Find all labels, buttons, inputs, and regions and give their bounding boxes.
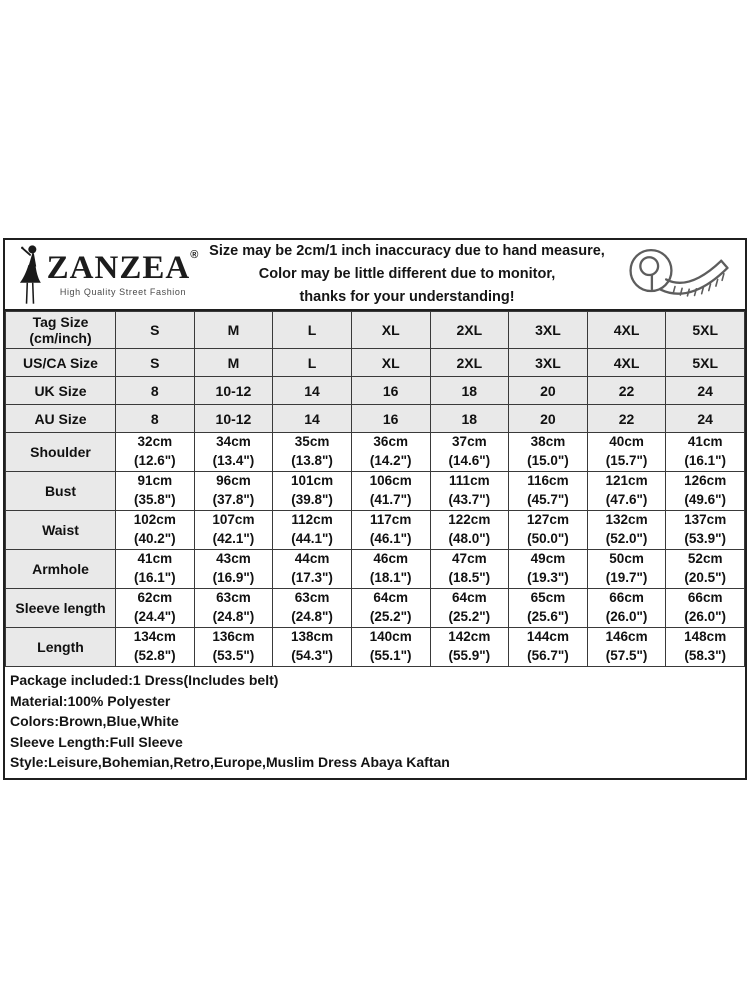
row-label: UK Size (6, 377, 116, 405)
measure-cm: 106cm (369, 473, 412, 489)
measure-cm: 144cm (526, 629, 569, 645)
notice-line: Size may be 2cm/1 inch inaccuracy due to hand measure, (209, 242, 605, 259)
measure-cm: 47cm (452, 551, 487, 567)
size-cell: 8 (116, 377, 195, 405)
row-label-text: Tag Size (32, 314, 89, 330)
measure-cell (509, 433, 588, 472)
measure-cm: 44cm (294, 551, 330, 567)
measure-inch: (16.9") (212, 570, 255, 585)
row-label: Sleeve length (6, 589, 116, 628)
table-row-sleeve-length (6, 589, 745, 628)
measure-cm: 37cm (452, 434, 487, 450)
measure-cell (351, 589, 430, 628)
measure-inch: (47.6") (605, 492, 648, 507)
row-label: Waist (6, 511, 116, 550)
table-row-armhole (6, 550, 745, 589)
size-cell: 4XL (587, 312, 666, 349)
measure-cm: 91cm (137, 473, 173, 489)
measure-inch: (14.2") (369, 453, 412, 468)
size-cell: S (116, 312, 195, 349)
size-cell: 10-12 (194, 405, 273, 433)
measure-inch: (20.5") (684, 570, 727, 585)
table-row-length (6, 628, 745, 667)
row-label-sub: (cm/inch) (29, 330, 92, 346)
measure-inch: (58.3") (684, 648, 727, 663)
measure-cm: 50cm (609, 551, 644, 567)
note-material: Material:100% Polyester (10, 692, 171, 709)
size-cell: 20 (509, 405, 588, 433)
measure-inch: (52.0") (605, 531, 648, 546)
measure-cm: 52cm (687, 551, 723, 567)
measure-cm: 138cm (291, 629, 334, 645)
measure-cell (351, 433, 430, 472)
note-style: Style:Leisure,Bohemian,Retro,Europe,Muslim Dress Abaya Kaftan (10, 754, 450, 770)
measure-cm: 140cm (369, 629, 412, 645)
brand-logo (11, 244, 203, 306)
measure-cell (273, 511, 352, 550)
measure-inch: (56.7") (527, 648, 569, 663)
table-row-au-size (6, 405, 745, 433)
measure-cm: 107cm (212, 512, 255, 528)
table-row-usca-size (6, 349, 745, 377)
table-row-tag-size (6, 312, 745, 349)
measure-cell (194, 511, 273, 550)
measure-inch: (52.8") (133, 648, 176, 663)
measure-cm: 41cm (137, 551, 173, 567)
table-row-bust (6, 472, 745, 511)
measure-cell (194, 433, 273, 472)
measure-cm: 102cm (133, 512, 176, 528)
size-cell: 22 (587, 405, 666, 433)
table-row-uk-size (6, 377, 745, 405)
measure-cell (509, 472, 588, 511)
measure-cm: 66cm (687, 590, 723, 606)
measure-inch: (18.5") (448, 570, 491, 585)
measure-inch: (41.7") (369, 492, 412, 507)
size-cell: 14 (273, 405, 352, 433)
measure-inch: (16.1") (684, 453, 727, 468)
measure-cell (351, 550, 430, 589)
measure-cell (587, 550, 666, 589)
size-cell: L (273, 349, 352, 377)
size-cell: M (194, 312, 273, 349)
measure-inch: (46.1") (369, 531, 412, 546)
measure-cm: 126cm (684, 473, 727, 489)
measure-inch: (19.7") (605, 570, 648, 585)
measure-cell (194, 472, 273, 511)
measure-cell (116, 550, 195, 589)
measure-cell (509, 511, 588, 550)
measure-cell (587, 511, 666, 550)
size-cell: 2XL (430, 349, 509, 377)
measure-inch: (19.3") (527, 570, 569, 585)
measure-cell (273, 550, 352, 589)
measure-inch: (12.6") (133, 453, 176, 468)
measure-inch: (24.4") (133, 609, 176, 624)
note-package: Package included:1 Dress(Includes belt) (10, 672, 279, 688)
measure-inch: (35.8") (133, 492, 176, 507)
size-cell: 5XL (666, 312, 745, 349)
measure-cm: 137cm (684, 512, 727, 528)
measure-cm: 46cm (373, 551, 408, 567)
measure-inch: (25.6") (527, 609, 569, 624)
brand-tagline: High Quality Street Fashion (59, 287, 187, 297)
row-label: Armhole (6, 550, 116, 589)
measure-inch: (26.0") (684, 609, 727, 624)
measure-cell (194, 628, 273, 667)
size-cell: 18 (430, 377, 509, 405)
size-cell: M (194, 349, 273, 377)
notice-line: Color may be little different due to monitor, (258, 265, 556, 282)
size-cell: 10-12 (194, 377, 273, 405)
measure-cell (666, 472, 745, 511)
size-cell: 3XL (509, 349, 588, 377)
measure-cm: 117cm (370, 512, 412, 528)
measure-cm: 96cm (216, 473, 251, 489)
measure-cell (194, 589, 273, 628)
row-label (6, 312, 116, 349)
measure-cell (666, 589, 745, 628)
brand-name: ZANZEA® (46, 249, 200, 286)
row-label: US/CA Size (6, 349, 116, 377)
size-cell: 16 (351, 377, 430, 405)
measure-cell (273, 433, 352, 472)
measure-cell (430, 550, 509, 589)
measure-inch: (43.7") (448, 492, 491, 507)
measure-cm: 122cm (448, 512, 491, 528)
measure-cell (194, 550, 273, 589)
size-cell: 24 (666, 405, 745, 433)
measure-inch: (54.3") (291, 648, 333, 663)
chart-header (5, 240, 745, 311)
measure-cm: 34cm (216, 434, 251, 450)
measure-cell (430, 472, 509, 511)
measure-cell (509, 628, 588, 667)
measure-cm: 101cm (291, 473, 334, 489)
measure-inch: (13.4") (212, 453, 255, 468)
measure-cm: 134cm (133, 629, 176, 645)
measure-cm: 36cm (373, 434, 408, 450)
measure-cm: 43cm (216, 551, 251, 567)
row-label: Bust (6, 472, 116, 511)
measure-cell (666, 511, 745, 550)
row-label: Shoulder (6, 433, 116, 472)
measure-cell (430, 433, 509, 472)
measure-cell (273, 472, 352, 511)
measure-inch: (48.0") (448, 531, 491, 546)
notice-line: thanks for your understanding! (299, 289, 515, 306)
brand-text-block (46, 249, 200, 297)
measure-inch: (16.1") (133, 570, 176, 585)
size-cell: 22 (587, 377, 666, 405)
measure-inch: (24.8") (212, 609, 255, 624)
measure-cell (666, 628, 745, 667)
measure-cm: 142cm (448, 629, 491, 645)
measure-inch: (18.1") (369, 570, 412, 585)
measure-cm: 66cm (609, 590, 644, 606)
measure-cm: 111cm (449, 473, 490, 489)
measure-cm: 146cm (605, 629, 648, 645)
measure-cell (351, 628, 430, 667)
measure-cm: 116cm (527, 473, 569, 489)
measure-cm: 148cm (684, 629, 727, 645)
table-row-shoulder (6, 433, 745, 472)
size-cell: 3XL (509, 312, 588, 349)
measure-cell (116, 628, 195, 667)
measure-cell (587, 433, 666, 472)
size-chart-sheet (3, 238, 747, 780)
measure-cm: 40cm (609, 434, 644, 450)
measure-inch: (39.8") (291, 492, 333, 507)
measure-cm: 41cm (687, 434, 723, 450)
measure-inch: (53.5") (212, 648, 255, 663)
measure-cell (116, 589, 195, 628)
measure-inch: (44.1") (291, 531, 333, 546)
measure-inch: (13.8") (291, 453, 333, 468)
measure-cm: 49cm (530, 551, 566, 567)
size-cell: L (273, 312, 352, 349)
measure-inch: (15.7") (605, 453, 648, 468)
measure-cm: 112cm (291, 512, 333, 528)
measure-cell (351, 472, 430, 511)
size-cell: 24 (666, 377, 745, 405)
measure-cm: 63cm (216, 590, 251, 606)
measure-cm: 63cm (294, 590, 330, 606)
measure-inch: (15.0") (527, 453, 569, 468)
measure-inch: (14.6") (448, 453, 491, 468)
measure-cm: 65cm (530, 590, 566, 606)
measure-cell (587, 472, 666, 511)
note-sleeve-length: Sleeve Length:Full Sleeve (10, 733, 183, 750)
size-table (5, 311, 745, 667)
size-cell: 4XL (587, 349, 666, 377)
measure-cell (430, 628, 509, 667)
measure-inch: (45.7") (527, 492, 569, 507)
registered-mark: ® (190, 249, 200, 261)
measure-cm: 32cm (137, 434, 173, 450)
measure-cm: 132cm (605, 512, 648, 528)
measure-cm: 127cm (526, 512, 569, 528)
woman-silhouette-icon (15, 244, 45, 306)
row-label: AU Size (6, 405, 116, 433)
size-cell: 16 (351, 405, 430, 433)
row-label: Length (6, 628, 116, 667)
measure-inch: (24.8") (291, 609, 333, 624)
size-cell: 14 (273, 377, 352, 405)
measuring-tape-icon (611, 243, 739, 307)
measure-inch: (50.0") (527, 531, 569, 546)
table-row-waist (6, 511, 745, 550)
measure-inch: (49.6") (684, 492, 727, 507)
measure-cell (116, 433, 195, 472)
measure-inch: (55.1") (369, 648, 412, 663)
measure-cell (351, 511, 430, 550)
measure-cell (666, 550, 745, 589)
measure-cm: 136cm (212, 629, 255, 645)
measure-inch: (26.0") (605, 609, 648, 624)
size-cell: XL (351, 312, 430, 349)
measure-cell (430, 589, 509, 628)
measure-cell (509, 550, 588, 589)
size-cell: 20 (509, 377, 588, 405)
measure-cell (587, 628, 666, 667)
measure-cm: 64cm (452, 590, 487, 606)
measure-inch: (17.3") (291, 570, 333, 585)
measure-cell (116, 511, 195, 550)
size-cell: 18 (430, 405, 509, 433)
measure-cell (430, 511, 509, 550)
measure-inch: (42.1") (212, 531, 255, 546)
measure-inch: (40.2") (133, 531, 176, 546)
measure-cm: 35cm (294, 434, 330, 450)
measure-inch: (37.8") (212, 492, 255, 507)
measure-cell (587, 589, 666, 628)
measure-inch: (53.9") (684, 531, 727, 546)
measure-cm: 121cm (605, 473, 648, 489)
measure-inch: (57.5") (605, 648, 648, 663)
measure-notice (203, 240, 611, 310)
size-cell: 2XL (430, 312, 509, 349)
measure-inch: (25.2") (448, 609, 491, 624)
measure-cell (116, 472, 195, 511)
measure-cell (273, 628, 352, 667)
size-cell: 8 (116, 405, 195, 433)
measure-cell (273, 589, 352, 628)
measure-cm: 64cm (373, 590, 408, 606)
measure-cell (509, 589, 588, 628)
measure-inch: (55.9") (448, 648, 491, 663)
measure-inch: (25.2") (369, 609, 412, 624)
size-cell: S (116, 349, 195, 377)
size-cell: 5XL (666, 349, 745, 377)
size-cell: XL (351, 349, 430, 377)
measure-cm: 62cm (137, 590, 173, 606)
measure-cell (666, 433, 745, 472)
note-colors: Colors:Brown,Blue,White (10, 713, 179, 729)
product-notes (5, 667, 745, 778)
measure-cm: 38cm (530, 434, 566, 450)
